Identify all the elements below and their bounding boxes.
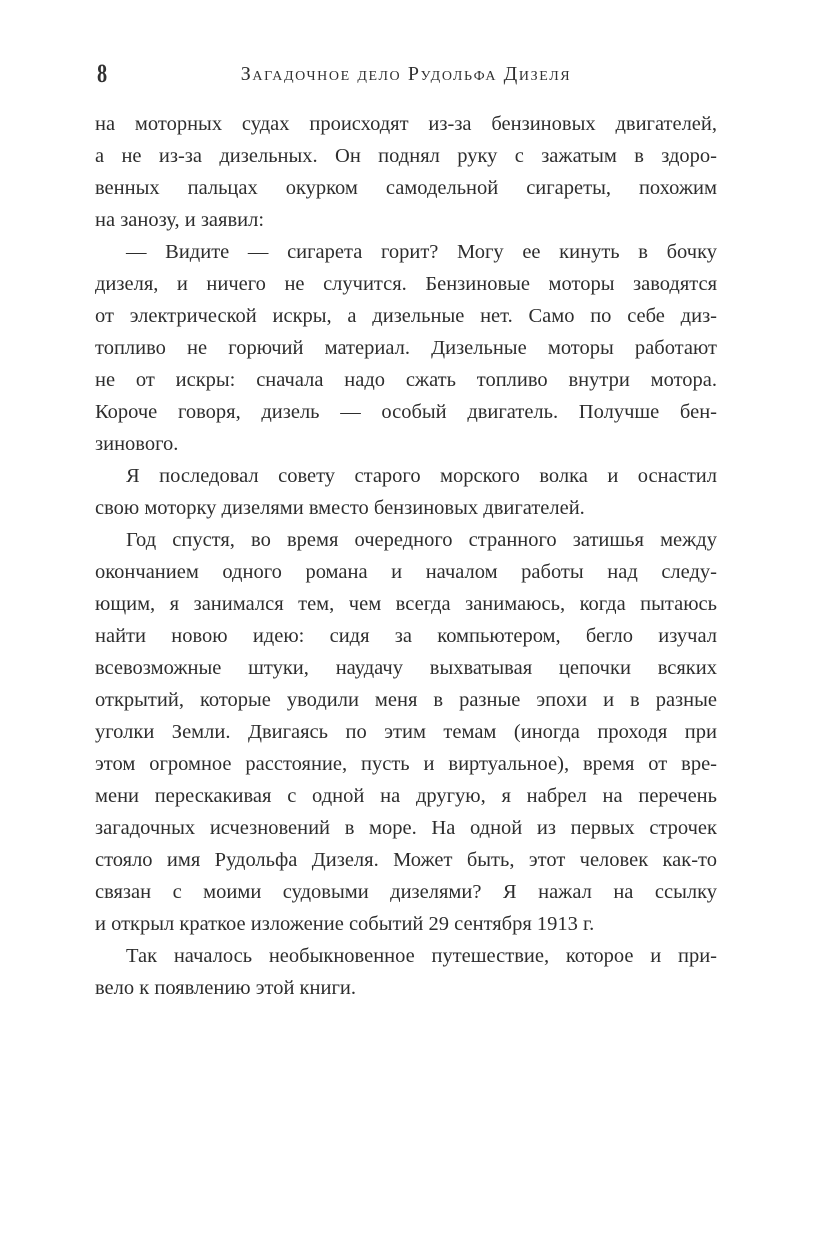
text-line: ющим, я занимался тем, чем всегда занимаюсь, когда пытаюсь [95, 593, 717, 615]
text-line: Я последовал совету старого морского волка и оснастил [126, 465, 717, 487]
text-line: свою моторку дизелями вместо бензиновых двигателей. [95, 497, 585, 519]
text-line: — Видите — сигарета горит? Могу ее кинуть в бочку [126, 241, 717, 263]
text-line: всевозможные штуки, наудачу выхватывая цепочки всяких [95, 657, 717, 679]
text-line: загадочных исчезновений в море. На одной из первых строчек [95, 817, 717, 839]
text-line: от электрической искры, а дизельные нет. Само по себе диз- [95, 305, 717, 327]
page-header [95, 58, 717, 90]
text-line: на моторных судах происходят из-за бензиновых двигателей, [95, 113, 717, 135]
running-title: Загадочное дело Рудольфа Дизеля [240, 63, 572, 85]
text-line: венных пальцах окурком самодельной сигареты, похожим [95, 177, 717, 199]
text-line: мени перескакивая с одной на другую, я набрел на перечень [95, 785, 717, 807]
text-line: найти новою идею: сидя за компьютером, бегло изучал [95, 625, 717, 647]
text-line: топливо не горючий материал. Дизельные моторы работают [95, 337, 717, 359]
text-line: зинового. [95, 433, 179, 455]
text-line: окончанием одного романа и началом работы над следу- [95, 561, 717, 583]
text-line: связан с моими судовыми дизелями? Я нажал на ссылку [95, 881, 717, 903]
page-number: 8 [97, 59, 108, 88]
text-line: этом огромное расстояние, пусть и виртуальное), время от вре- [95, 753, 717, 775]
text-line: уголки Земли. Двигаясь по этим темам (иногда проходя при [95, 721, 717, 743]
text-line: дизеля, и ничего не случится. Бензиновые моторы заводятся [95, 273, 717, 295]
text-line: Год спустя, во время очередного странного затишья между [126, 529, 717, 551]
text-line: и открыл краткое изложение событий 29 сентября 1913 г. [95, 913, 595, 935]
text-line: вело к появлению этой книги. [95, 977, 356, 999]
text-line: а не из-за дизельных. Он поднял руку с зажатым в здоро- [95, 145, 717, 167]
text-line: на занозу, и заявил: [95, 209, 265, 231]
text-line: Так началось необыкновенное путешествие, которое и при- [126, 945, 717, 967]
text-line: не от искры: сначала надо сжать топливо внутри мотора. [95, 369, 717, 391]
text-line: открытий, которые уводили меня в разные эпохи и в разные [95, 689, 717, 711]
text-line: Короче говоря, дизель — особый двигатель. Получше бен- [95, 401, 717, 423]
text-line: стояло имя Рудольфа Дизеля. Может быть, этот человек как-то [95, 849, 717, 871]
body-text [95, 108, 717, 1004]
